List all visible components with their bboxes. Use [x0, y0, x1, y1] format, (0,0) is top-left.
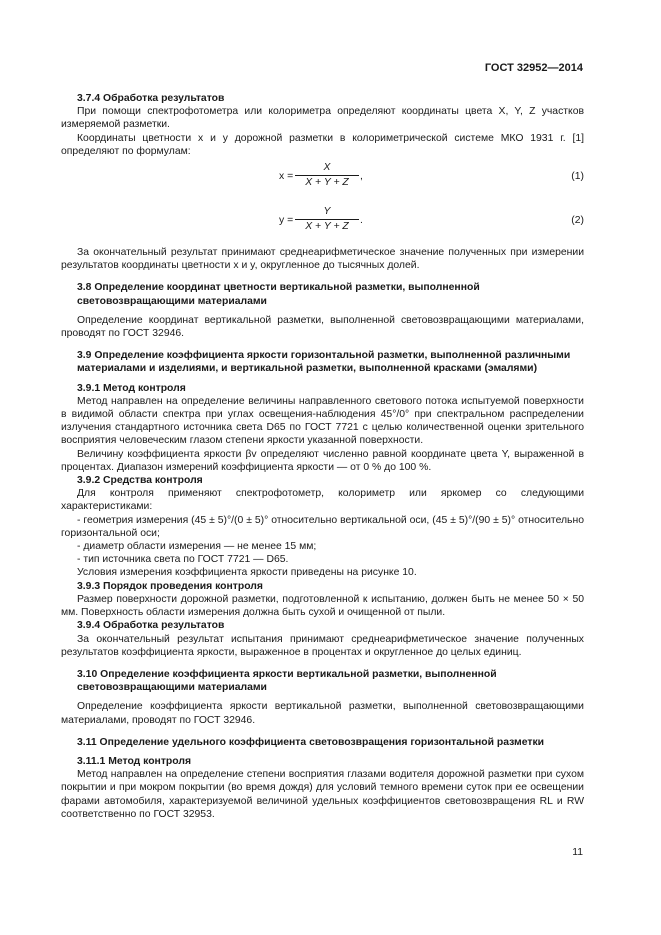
section-3-10-paragraph: Определение коэффициента яркости вертикальной разметки, выполненной световозвращающими материалами, проводят по ГОСТ 32946. — [61, 701, 584, 726]
section-3-11-1-paragraph: Метод направлен на определение степени восприятия глазами водителя дорожной разметки при сухом покрытии и при мокром покрытии (во время дождя) для условий темного времени суток при ее освещении фарами автомобиля, характеризуемой величиной удельных коэффициентов световозвращения RL и RW соответственно по ГОСТ 32953. — [61, 769, 584, 820]
section-3-11-heading: 3.11 Определение удельного коэффициента световозвращения горизонтальной разметки — [77, 736, 545, 748]
section-3-11-1-heading: 3.11.1 Метод контроля — [77, 755, 192, 767]
section-3-7-4-heading: 3.7.4 Обработка результатов — [77, 93, 225, 104]
section-3-9-2-list-item-1: - геометрия измерения (45 ± 5)°/(0 ± 5)° относительно вертикальной оси, (45 ± 5)°/(90 ± 5)° относительно горизонтальной оси; — [61, 514, 584, 539]
section-3-9-3-heading: 3.9.3 Порядок проведения контроля — [77, 580, 263, 592]
formula-1-lhs: x = — [279, 171, 294, 183]
formula-2-fraction — [295, 205, 359, 233]
formula-1-punct: , — [360, 171, 363, 183]
formula-2-numerator: Y — [295, 205, 359, 220]
section-3-9-1-paragraph-1: Метод направлен на определение величины направленного светового потока испытуемой поверхности в видимой области спектра при углах освещения-наблюдения 45°/0° при спектральном распределении излучения стандартного источника света D65 по ГОСТ 7721 с целью количественной оценки зрительного восприятия человеческим глазом степени яркости указанной поверхности. — [61, 395, 584, 447]
document-body — [61, 92, 584, 821]
formula-2-number: (2) — [571, 215, 584, 227]
section-3-7-4-paragraph-2: Координаты цветности x и y дорожной разметки в колориметрической системе МКО 1931 г. [1] определяют по формулам: — [61, 132, 584, 157]
formula-1 — [61, 158, 584, 196]
formula-1-numerator: X — [295, 161, 359, 176]
section-3-7-4-paragraph-3: За окончательный результат принимают среднеарифметическое значение полученных при измерении результатов координаты цветности x и y, округленное до тысячных долей. — [61, 247, 584, 272]
section-3-7-4-paragraph-1: При помощи спектрофотометра или колориметра определяют координаты цвета X, Y, Z участков измеряемой разметки. — [61, 106, 584, 131]
section-3-9-1-heading: 3.9.1 Метод контроля — [77, 382, 186, 394]
section-3-9-4-paragraph: За окончательный результат испытания принимают среднеарифметическое значение полученных результатов коэффициента яркости, выраженное в процентах и округленное до целых единиц. — [61, 633, 584, 658]
page-number: 11 — [572, 847, 583, 858]
section-3-9-1-paragraph-2: Величину коэффициента яркости βv определяют численно равной координате цвета Y, выраженной в процентах. Диапазон измерений коэффициента яркости — от 0 % до 100 %. — [61, 448, 584, 473]
formula-2-lhs: y = — [279, 215, 294, 227]
formula-2 — [61, 202, 584, 240]
section-3-9-2-paragraph-2: Условия измерения коэффициента яркости приведены на рисунке 10. — [77, 567, 417, 579]
section-3-9-2-paragraph-1: Для контроля применяют спектрофотометр, колориметр или яркомер со следующими характеристиками: — [61, 488, 584, 513]
section-3-9-4-heading: 3.9.4 Обработка результатов — [77, 620, 225, 632]
document-header: ГОСТ 32952—2014 — [484, 62, 583, 74]
section-3-9-2-heading: 3.9.2 Средства контроля — [77, 475, 203, 487]
formula-1-number: (1) — [571, 171, 584, 183]
section-3-9-heading: 3.9 Определение коэффициента яркости горизонтальной разметки, выполненной различными материалами и изделиями, и вертикальной разметки, выполненной красками (эмалями) — [77, 350, 571, 375]
section-3-9-2-list-item-2: - диаметр области измерения — не менее 15 мм; — [77, 541, 317, 553]
formula-2-punct: . — [360, 215, 363, 227]
section-3-10-heading: 3.10 Определение коэффициента яркости вертикальной разметки, выполненной световозвращающими материалами — [77, 668, 497, 694]
section-3-8-heading: 3.8 Определение координат цветности вертикальной разметки, выполненной световозвращающими материалами — [77, 282, 480, 307]
section-3-9-3-paragraph: Размер поверхности дорожной разметки, подготовленной к испытанию, должен быть не менее 50 × 50 мм. Поверхность области измерения должна быть сухой и очищенной от пыли. — [61, 593, 584, 619]
formula-2-denominator: X + Y + Z — [305, 221, 349, 233]
formula-1-denominator: X + Y + Z — [305, 177, 349, 189]
section-3-9-2-list-item-3: - тип источника света по ГОСТ 7721 — D65. — [77, 554, 289, 566]
formula-1-fraction — [295, 161, 359, 189]
section-3-8-paragraph: Определение координат вертикальной разметки, выполненной световозвращающими материалами, проводят по ГОСТ 32946. — [61, 314, 584, 340]
